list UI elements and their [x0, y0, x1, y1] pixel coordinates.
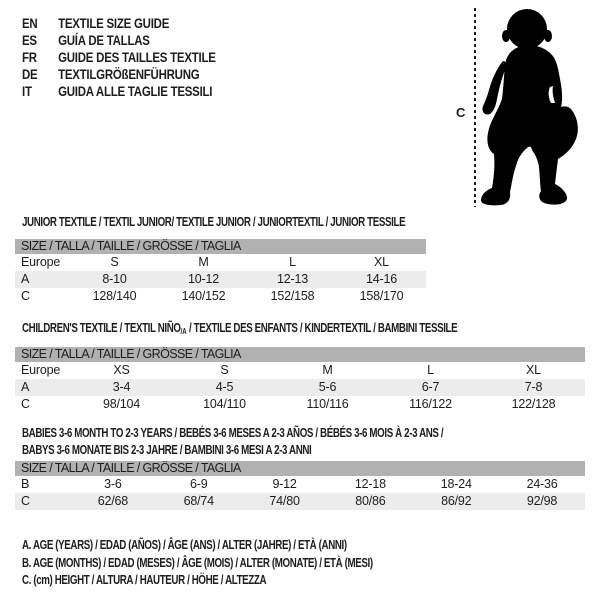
language-title-list — [22, 15, 258, 100]
row-label: C — [21, 397, 30, 411]
language-code: FR — [22, 49, 37, 65]
row-label: A — [21, 272, 30, 286]
language-title: TEXTILE SIZE GUIDE — [58, 15, 170, 31]
language-row — [22, 49, 216, 66]
size-value: 74/80 — [269, 494, 300, 508]
language-row — [22, 83, 216, 100]
size-row — [15, 362, 585, 379]
language-row — [22, 15, 216, 32]
size-value: 5-6 — [318, 380, 337, 394]
size-value: XL — [526, 363, 541, 377]
size-value: 86/92 — [441, 494, 472, 508]
language-row — [22, 66, 216, 83]
size-table-body — [15, 476, 585, 510]
size-value: 4-5 — [215, 380, 234, 394]
section-title-line — [22, 319, 457, 340]
size-row — [15, 493, 585, 510]
section-title-children — [22, 319, 600, 340]
height-measure-dashed-line — [474, 8, 476, 207]
size-row — [15, 271, 426, 288]
size-band-header: SIZE / TALLA / TAILLE / GRÖSSE / TAGLIA — [15, 347, 585, 362]
size-value: 92/98 — [526, 494, 558, 508]
size-value: 9-12 — [272, 477, 297, 491]
size-band-header: SIZE / TALLA / TAILLE / GRÖSSE / TAGLIA — [15, 461, 585, 476]
children-size-table — [15, 347, 585, 413]
footnote: A. AGE (YEARS) / EDAD (AÑOS) / ÂGE (ANS) / ALTER (JAHRE) / ETÀ (ANNI) — [22, 537, 347, 552]
row-label: Europe — [21, 363, 61, 377]
section-title-babies — [22, 424, 584, 458]
size-value: 6-9 — [190, 477, 208, 491]
size-value: L — [289, 255, 296, 269]
size-value: 128/140 — [92, 289, 137, 303]
size-value: 122/128 — [511, 397, 556, 411]
size-value: 104/110 — [203, 397, 246, 411]
section-title-line — [22, 441, 443, 458]
size-value: 12-18 — [354, 477, 386, 491]
footnote: B. AGE (MONTHS) / EDAD (MESES) / ÂGE (MOIS) / ALTER (MONATE) / ETÀ (MESI) — [22, 554, 373, 570]
toddler-silhouette-icon — [479, 7, 594, 209]
size-value: 80/86 — [355, 494, 386, 508]
language-code: IT — [22, 83, 32, 99]
row-label: B — [21, 477, 30, 491]
size-value: S — [220, 363, 229, 377]
size-value: 98/104 — [102, 397, 141, 411]
babies-size-table — [15, 461, 585, 510]
size-value: 152/158 — [270, 289, 315, 303]
size-value: M — [322, 363, 333, 377]
section-title-line — [22, 424, 443, 441]
language-title: GUÍA DE TALLAS — [58, 32, 150, 48]
size-value: 14-16 — [366, 272, 397, 286]
size-value: 3-6 — [104, 477, 122, 491]
size-value: 68/74 — [183, 494, 214, 508]
size-value: 7-8 — [524, 380, 543, 394]
size-value: 10-12 — [188, 272, 219, 286]
size-value: L — [427, 363, 434, 377]
size-value: S — [110, 255, 119, 269]
footnote: C. (cm) HEIGHT / ALTURA / HAUTEUR / HÖHE / ALTEZZA — [22, 572, 267, 587]
size-row — [15, 396, 585, 413]
size-band-header: SIZE / TALLA / TAILLE / GRÖSSE / TAGLIA — [15, 239, 426, 254]
title-text: / TEXTILE DES ENFANTS / KINDERTEXTIL / BAMBINI TESSILE — [186, 320, 458, 335]
junior-size-table — [15, 239, 426, 305]
size-value: 8-10 — [102, 272, 127, 286]
subscript-text: /A — [180, 327, 187, 336]
size-row — [15, 379, 585, 396]
row-label: C — [21, 494, 30, 508]
size-value: 140/152 — [181, 289, 226, 303]
language-code: EN — [22, 15, 38, 31]
language-title: TEXTILGRÖßENFÜHRUNG — [58, 66, 200, 82]
size-value: XS — [113, 363, 130, 377]
language-code: ES — [22, 32, 37, 48]
size-value: 12-13 — [277, 272, 308, 286]
title-text: CHILDREN'S TEXTILE / TEXTIL NIÑO — [22, 320, 181, 335]
size-value: XL — [374, 255, 389, 269]
size-value: 3-4 — [112, 380, 131, 394]
size-table-body — [15, 362, 585, 413]
section-title-line — [22, 213, 405, 230]
height-measure-label: C — [456, 105, 466, 120]
language-title: GUIDA ALLE TAGLIE TESSILI — [58, 83, 213, 99]
row-label: A — [21, 380, 30, 394]
size-value: 6-7 — [421, 380, 440, 394]
size-value: 24-36 — [526, 477, 558, 491]
language-title: GUIDE DES TAILLES TEXTILE — [58, 49, 216, 65]
size-table-body — [15, 254, 426, 305]
size-row — [15, 288, 426, 305]
title-text: BABYS 3-6 MONATE BIS 2-3 JAHRE / BAMBINI 3-6 MESI A 2-3 ANNI — [22, 442, 312, 457]
size-value: 62/68 — [97, 494, 129, 508]
size-value: M — [198, 255, 209, 269]
language-row — [22, 32, 216, 49]
title-text: JUNIOR TEXTILE / TEXTIL JUNIOR/ TEXTILE JUNIOR / JUNIORTEXTIL / JUNIOR TESSILE — [22, 214, 406, 229]
size-row — [15, 476, 585, 493]
section-title-junior — [22, 213, 533, 230]
size-value: 158/170 — [359, 289, 404, 303]
footnotes — [22, 536, 490, 589]
row-label: C — [21, 289, 30, 303]
size-row — [15, 254, 426, 271]
row-label: Europe — [21, 255, 61, 269]
language-code: DE — [22, 66, 38, 82]
size-value: 116/122 — [409, 397, 452, 411]
size-value: 18-24 — [440, 477, 472, 491]
size-value: 110/116 — [306, 397, 349, 411]
title-text: BABIES 3-6 MONTH TO 2-3 YEARS / BEBÉS 3-6 MESES A 2-3 AÑOS / BÉBÉS 3-6 MOIS À 2-3 ANS / — [22, 425, 444, 440]
